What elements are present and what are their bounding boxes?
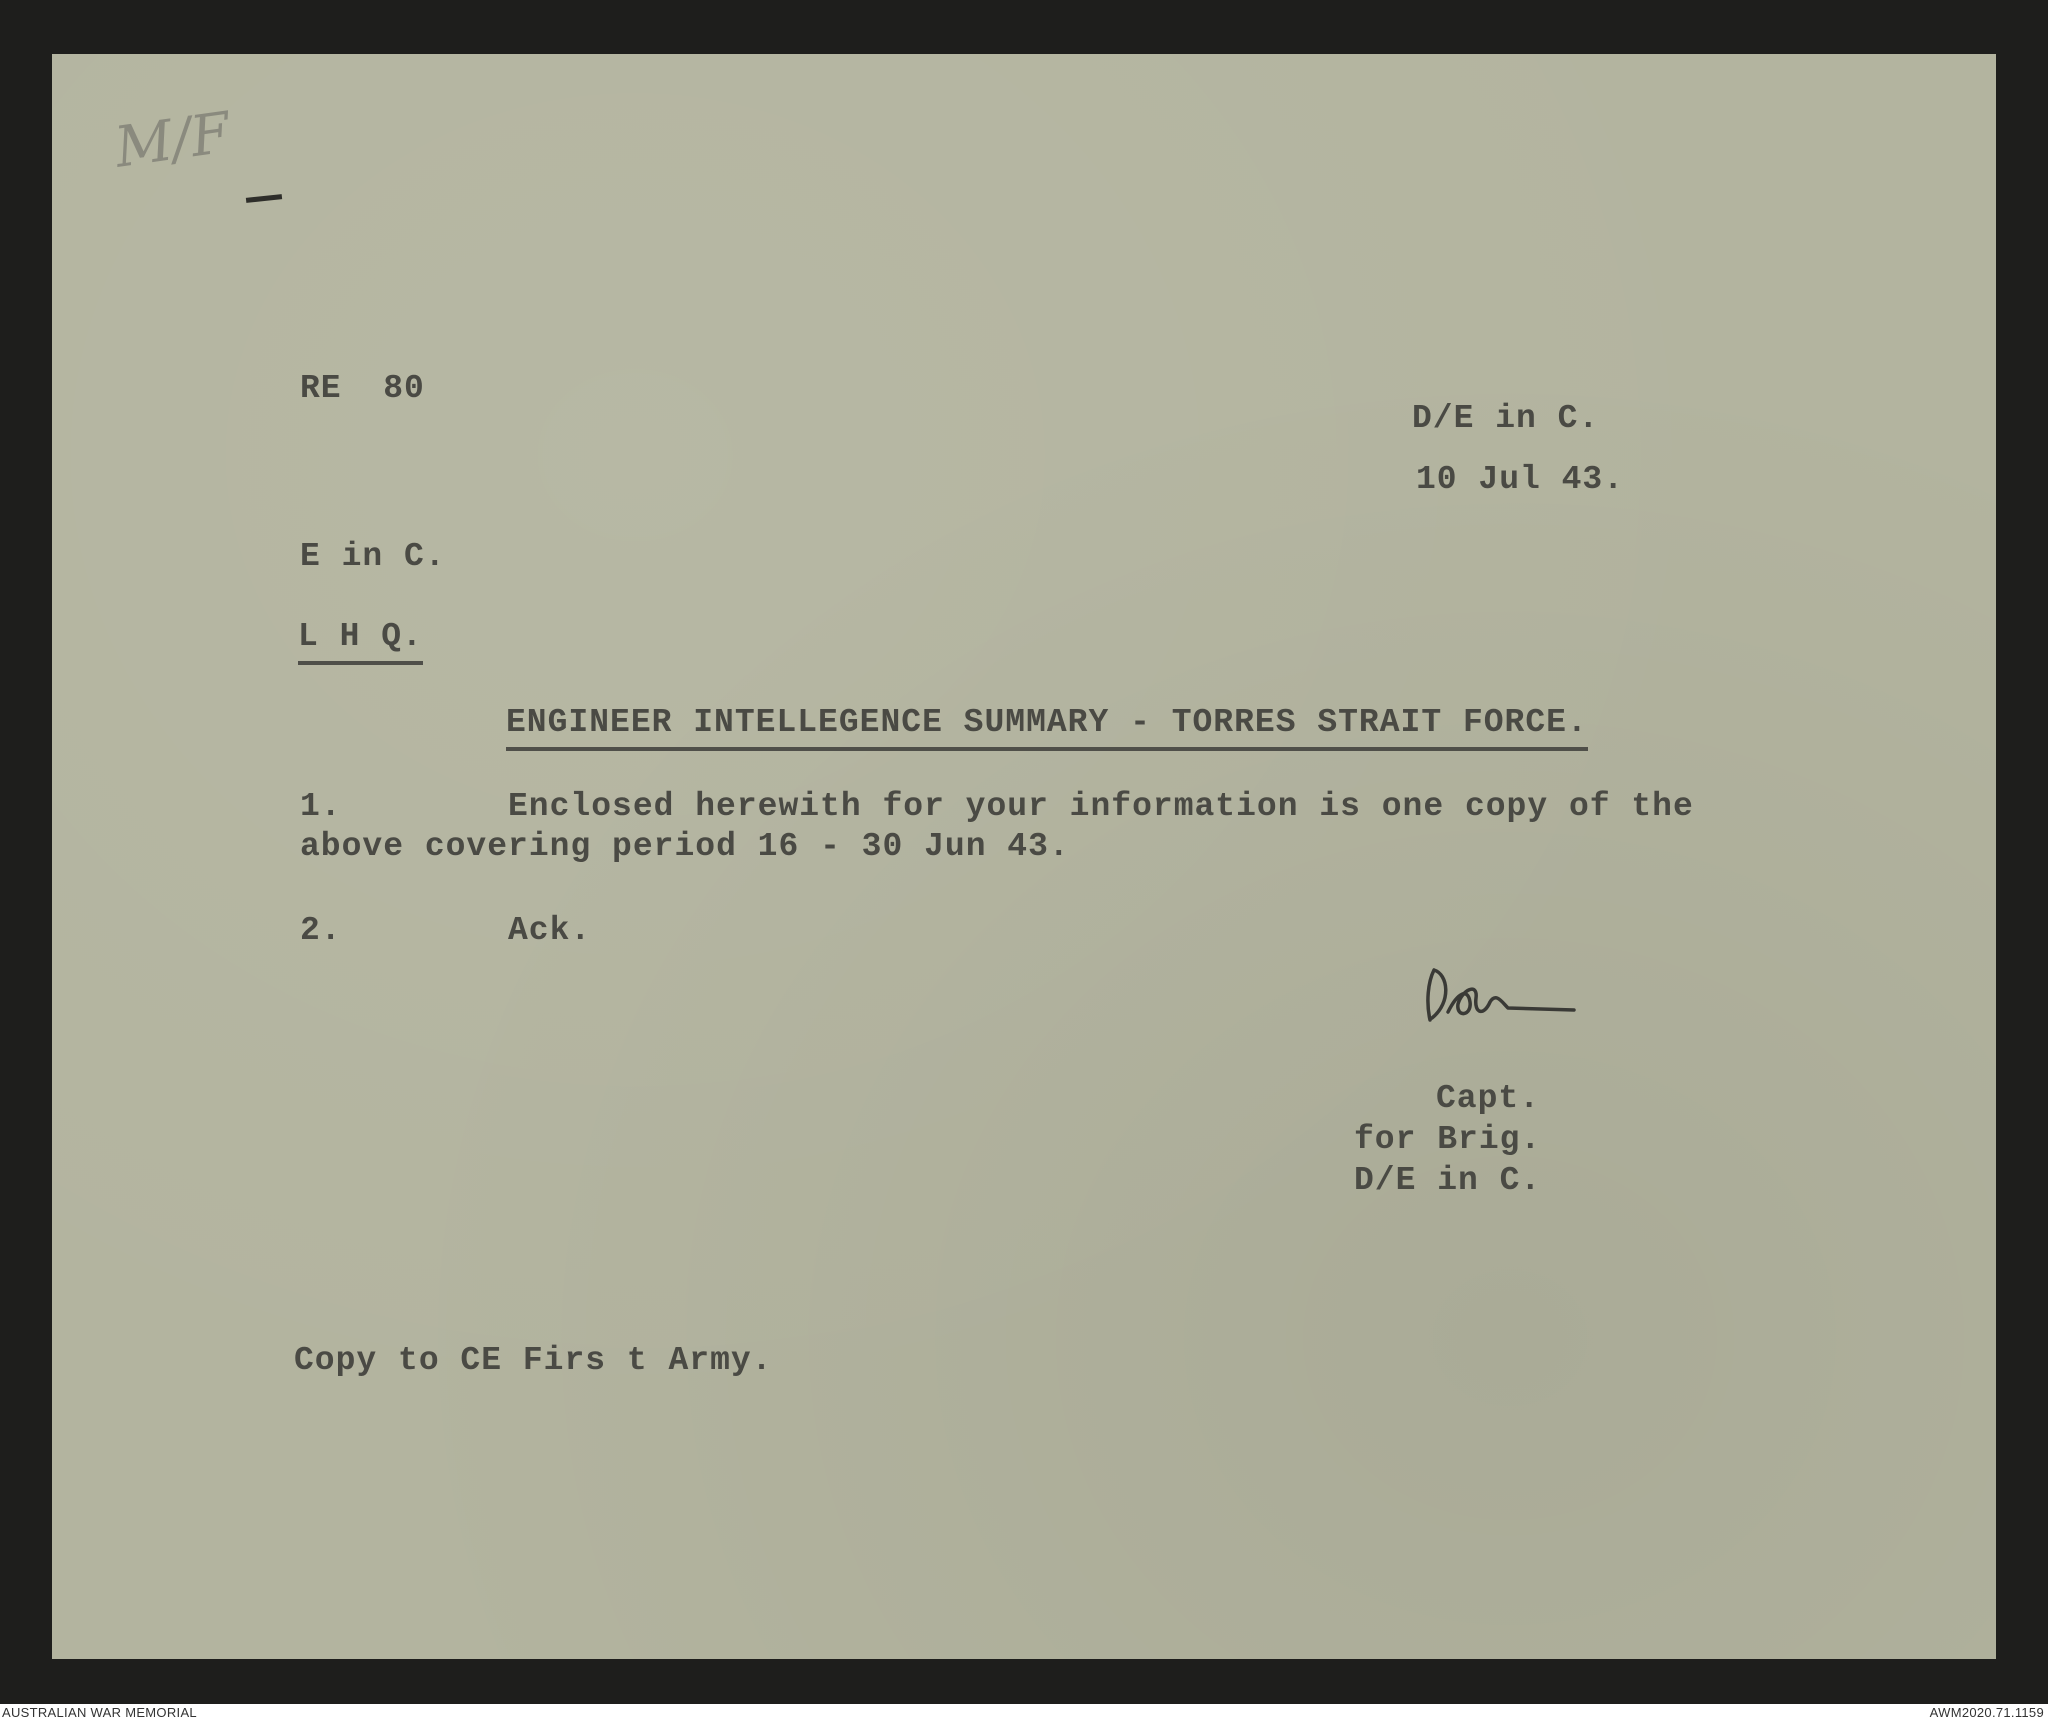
reference-number: RE 80 [300,370,425,407]
handwritten-signature [1418,962,1578,1032]
paragraph-1-line-2: above covering period 16 - 30 Jun 43. [300,828,1070,865]
addressee-line-1: E in C. [300,538,446,575]
letter-date: 10 Jul 43. [1416,461,1625,498]
addressee-line-2: L H Q. [298,620,423,665]
signature-for: for Brig. [1354,1121,1542,1158]
sender-office: D/E in C. [1412,400,1600,437]
signature-office: D/E in C. [1354,1162,1542,1199]
paragraph-2-number: 2. [300,912,342,949]
archive-accession-number: AWM2020.71.1159 [1929,1705,2044,1720]
paragraph-2-text: Ack. [508,912,592,949]
signature-rank: Capt. [1436,1080,1541,1117]
paragraph-1-line-1: Enclosed herewith for your information is one copy of the [508,788,1694,825]
copy-to-line: Copy to CE Firs t Army. [294,1342,773,1379]
subject-heading: ENGINEER INTELLEGENCE SUMMARY - TORRES STRAIT FORCE. [506,706,1588,751]
paragraph-1-number: 1. [300,788,342,825]
archive-credit: AUSTRALIAN WAR MEMORIAL [2,1705,197,1720]
handwritten-margin-note: M/F [111,100,235,181]
